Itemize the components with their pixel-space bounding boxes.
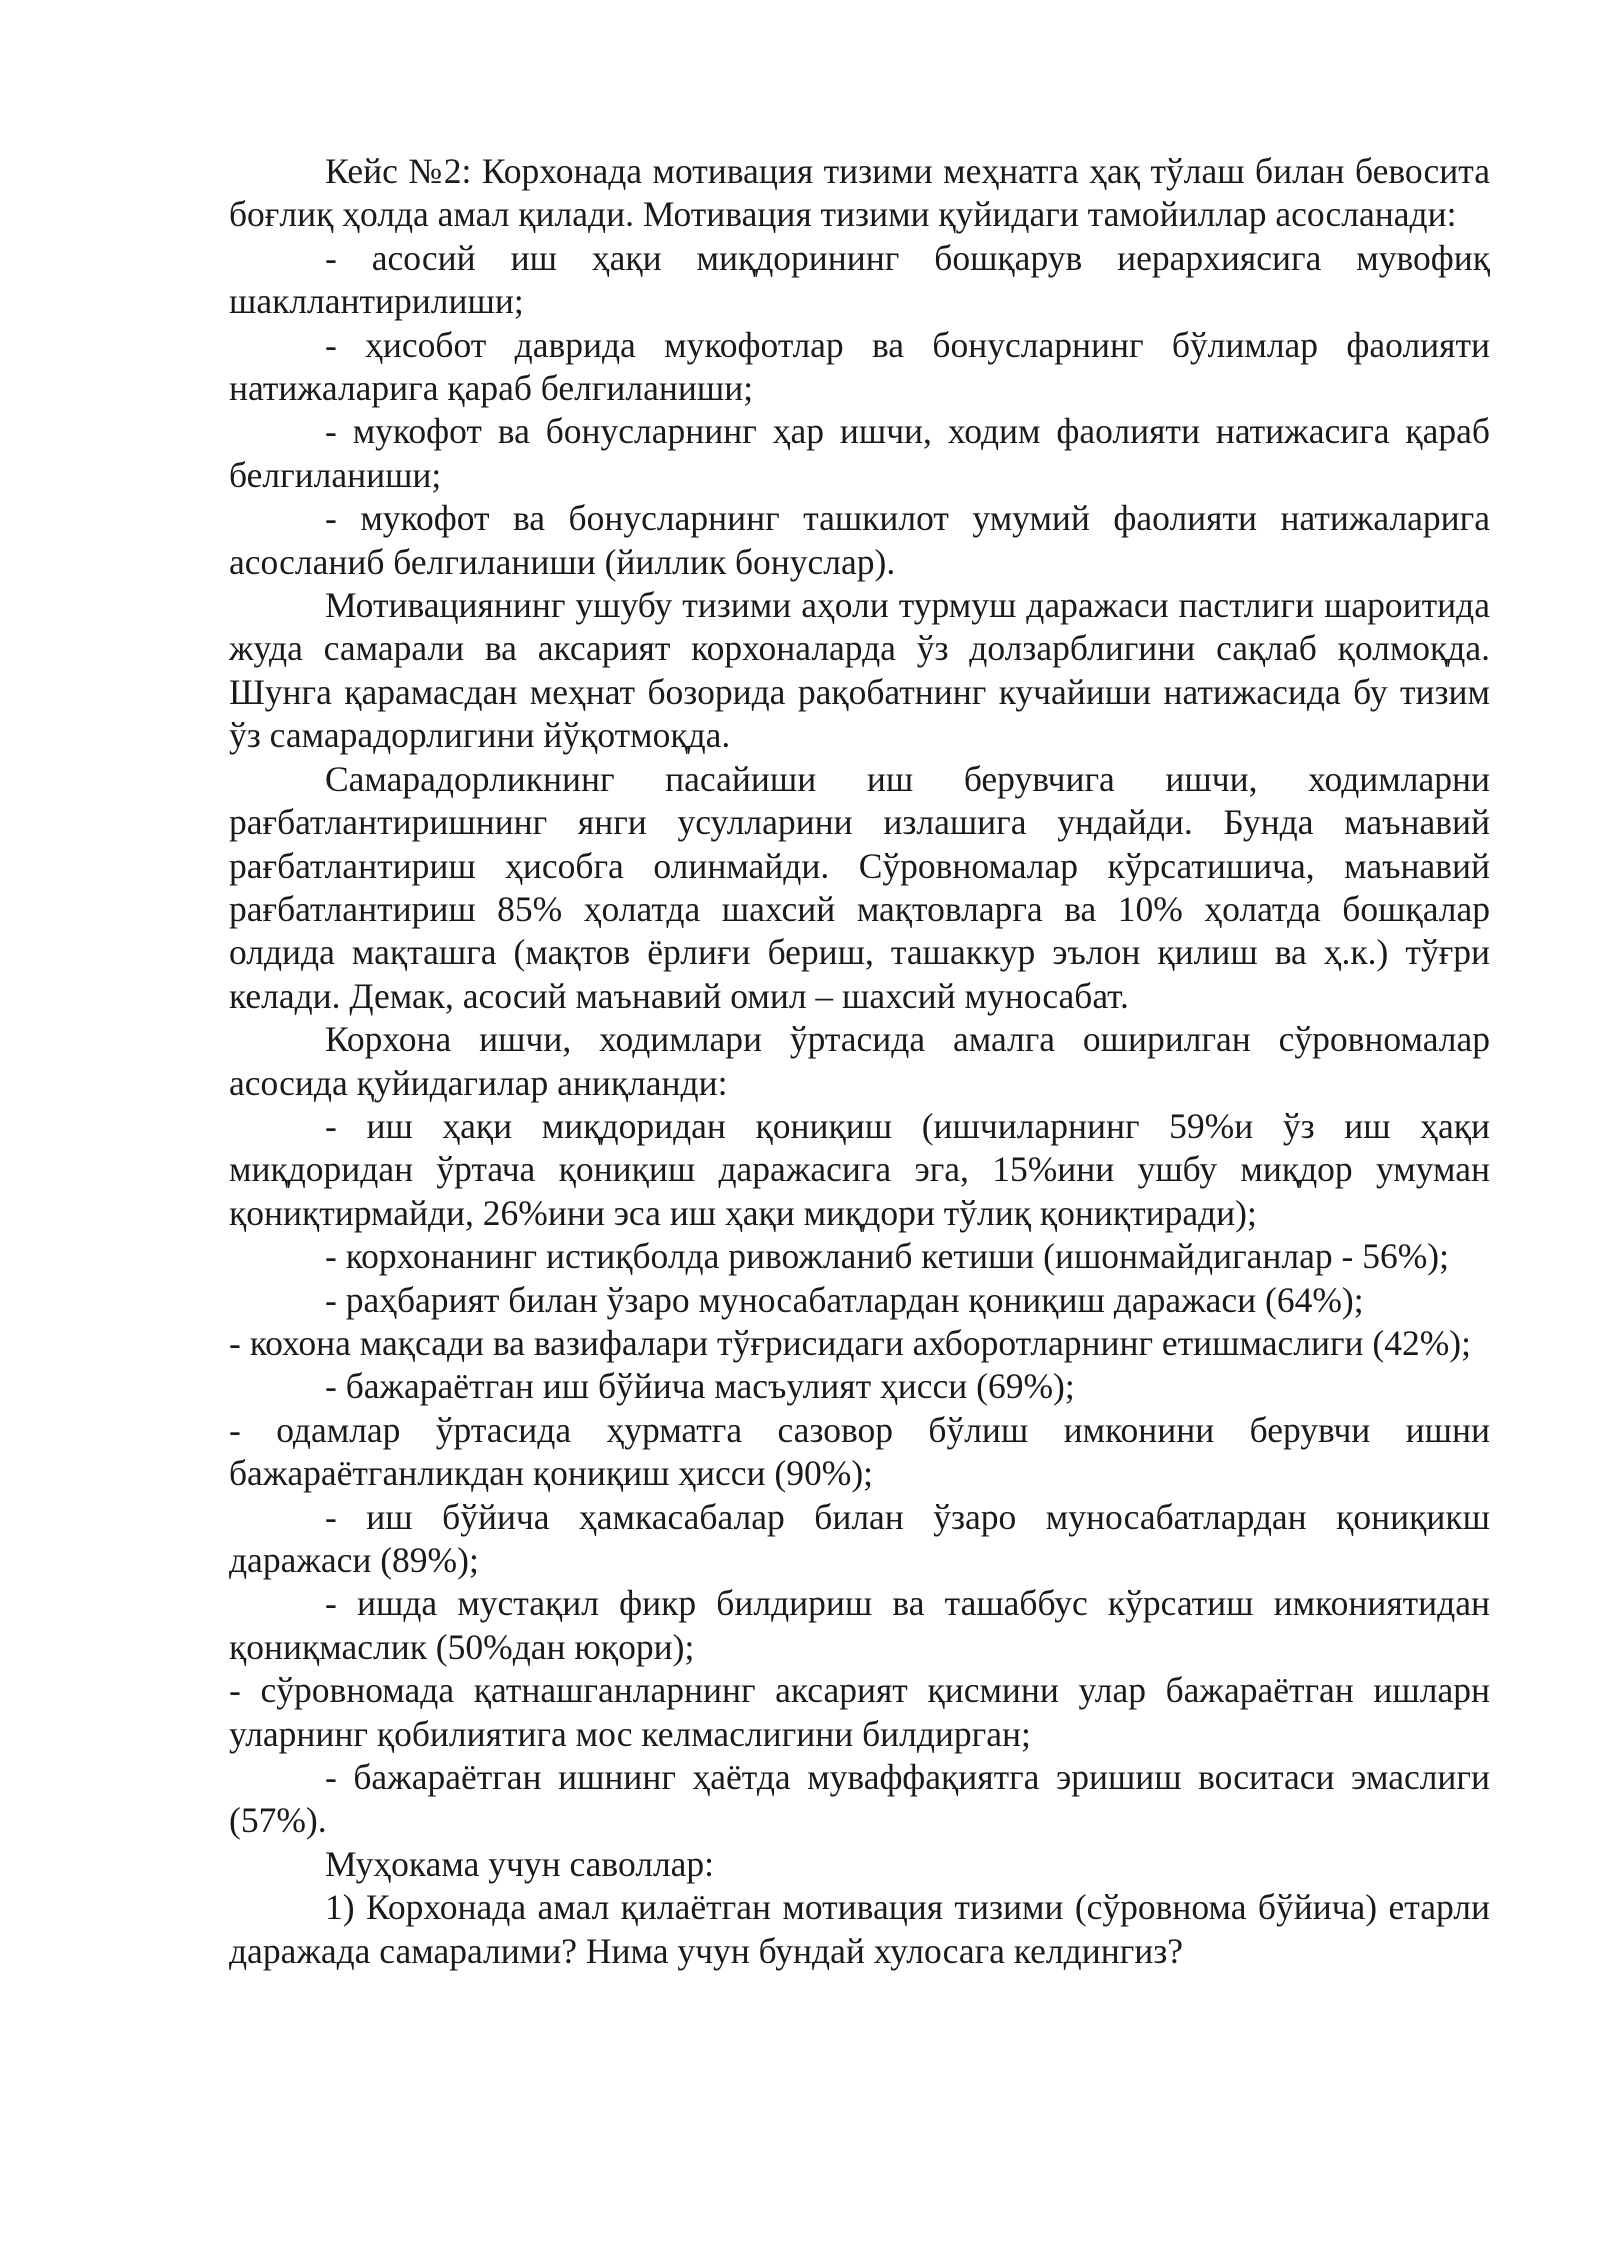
survey-finding-item: - иш бўйича ҳамкасабалар билан ўзаро муносабатлардан қониқикш даражаси (89%); (229, 1496, 1490, 1580)
survey-finding-item: - раҳбарият билан ўзаро муносабатлардан қониқиш даражаси (64%); (325, 1279, 1364, 1320)
survey-finding-item: - иш ҳақи миқдоридан қониқиш (ишчиларнинг 59%и ўз иш ҳақи миқдоридан ўртача қониқиш даражасига эга, 15%ини ушбу миқдор умуман қониқтирмайди, 26%ини эса иш ҳақи миқдори тўлиқ қониқтиради); (229, 1105, 1490, 1233)
body-paragraph: Самарадорликнинг пасайиши иш берувчига ишчи, ходимларни рағбатлантиришнинг янги усулларини излашига ундайди. Бунда маънавий рағбатлантириш ҳисобга олинмайди. Сўровномалар кўрсатишича, маънавий рағбатлантириш 85% ҳолатда шахсий мақтовларга ва 10% ҳолатда бошқалар олдида мақташга (мақтов ёрлиғи бериш, ташаккур эълон қилиш ва ҳ.к.) тўғри келади. Демак, асосий маънавий омил – шахсий муносабат. (229, 758, 1490, 1016)
document-page (229, 150, 1490, 1973)
discussion-question: 1) Корхонада амал қилаётган мотивация тизими (сўровнома бўйича) етарли даражада самаралими? Нима учун бундай хулосага келдингиз? (229, 1887, 1490, 1971)
discussion-questions-heading: Муҳокама учун саволлар: (325, 1843, 715, 1884)
principle-item: - ҳисобот даврида мукофотлар ва бонусларнинг бўлимлар фаолияти натижаларига қараб белгиланиши; (229, 324, 1490, 409)
principle-item: - мукофот ва бонусларнинг ҳар ишчи, ходим фаолияти натижасига қараб белгиланиши; (229, 411, 1490, 495)
body-paragraph: Корхона ишчи, ходимлари ўртасида амалга оширилган сўровномалар асосида қуйидагилар аниқланди: (229, 1019, 1490, 1103)
survey-finding-item: - бажараётган иш бўйича масъулият ҳисси (69%); (325, 1366, 1075, 1407)
principle-item: - мукофот ва бонусларнинг ташкилот умумий фаолияти натижаларига асосланиб белгиланиши (йиллик бонуслар). (229, 498, 1490, 582)
survey-finding-item: - бажараётган ишнинг ҳаётда муваффақиятга эришиш воситаси эмаслиги (57%). (229, 1757, 1490, 1841)
survey-finding-item: - кохона мақсади ва вазифалари тўғрисидаги ахборотларнинг етишмаслиги (42%); (229, 1322, 1471, 1363)
survey-finding-item: - корхонанинг истиқболда ривожланиб кетиши (ишонмайдиганлар - 56%); (325, 1236, 1449, 1277)
principle-item: - асосий иш ҳақи миқдорининг бошқарув иерархиясига мувофиқ шакллантирилиши; (229, 237, 1490, 322)
survey-finding-item: - ишда мустақил фикр билдириш ва ташаббус кўрсатиш имкониятидан қониқмаслик (50%дан юқори); (229, 1583, 1490, 1667)
body-paragraph: Мотивациянинг ушубу тизими аҳоли турмуш даражаси пастлиги шароитида жуда самарали ва аксарият корхоналарда ўз долзарблигини сақлаб қолмоқда. Шунга қарамасдан меҳнат бозорида рақобатнинг кучайиши натижасида бу тизим ўз самарадорлигини йўқотмоқда. (229, 585, 1490, 756)
survey-finding-item: - сўровномада қатнашганларнинг аксарият қисмини улар бажараётган ишларн уларнинг қобилиятига мос келмаслигини билдирган; (229, 1670, 1490, 1754)
survey-finding-item: - одамлар ўртасида ҳурматга сазовор бўлиш имконини берувчи ишни бажараётганликдан қониқиш ҳисси (90%); (229, 1409, 1490, 1494)
case-intro-paragraph: Кейс №2: Корхонада мотивация тизими меҳнатга ҳақ тўлаш билан бевосита боғлиқ ҳолда амал қилади. Мотивация тизими қуйидаги тамойиллар асосланади: (229, 151, 1490, 235)
